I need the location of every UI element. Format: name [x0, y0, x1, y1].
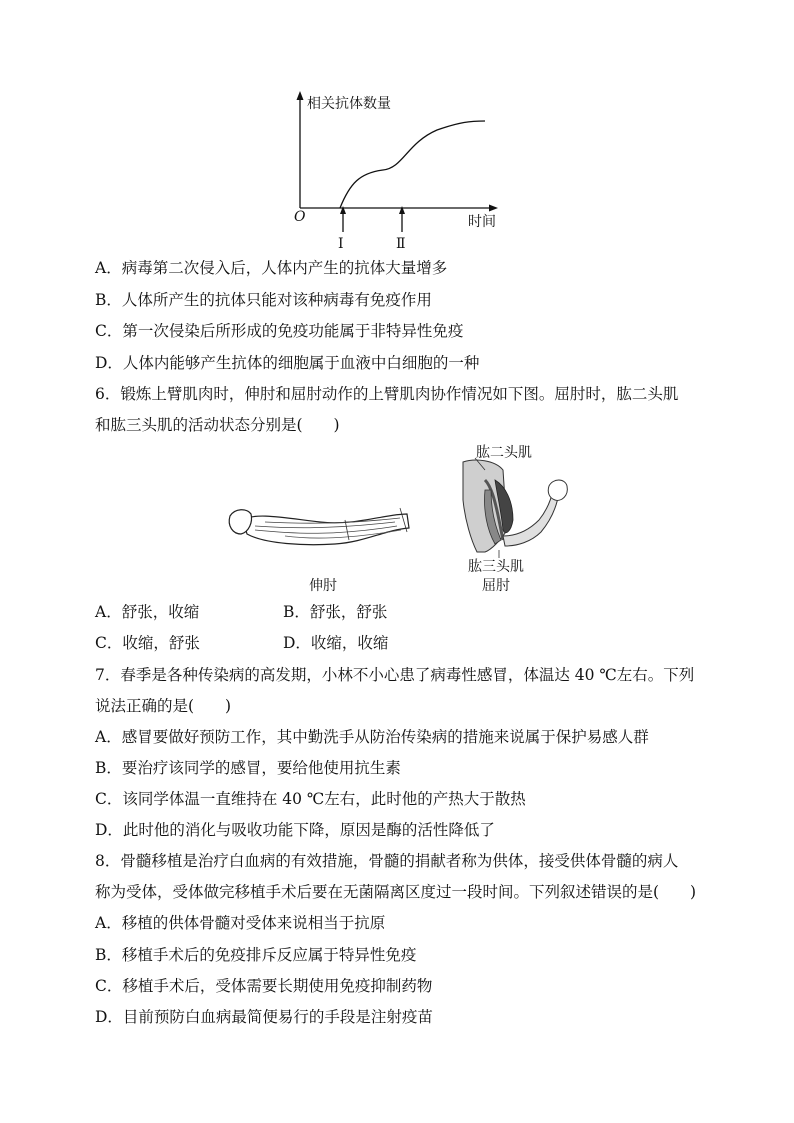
x-axis-label: 时间	[468, 214, 496, 230]
q6-option-b: B．舒张，舒张	[283, 603, 388, 621]
arm-flexion-caption: 屈肘	[482, 578, 510, 594]
antibody-curve	[340, 121, 485, 208]
origin-label: O	[294, 209, 306, 225]
q7-stem-line1: 7．春季是各种传染病的高发期，小林不小心患了病毒性感冒，体温达 40 ℃左右。下列	[95, 666, 695, 684]
q8-stem-line1: 8．骨髓移植是治疗白血病的有效措施，骨髓的捐献者称为供体，接受供体骨髓的病人	[95, 852, 679, 870]
triceps-label: 肱三头肌	[468, 559, 524, 575]
q6-stem-line2: 和肱三头肌的活动状态分别是( )	[95, 416, 340, 434]
biceps-label: 肱二头肌	[476, 445, 532, 461]
marker-1-label: Ⅰ	[338, 236, 344, 252]
x-axis-arrow	[489, 205, 498, 212]
q8-stem-line2: 称为受体，受体做完移植手术后要在无菌隔离区度过一段时间。下列叙述错误的是( )	[95, 883, 697, 901]
q6-option-c: C．收缩，舒张	[95, 634, 200, 652]
forearm-outline	[243, 514, 409, 545]
arm-extension-figure	[225, 500, 415, 600]
q7-option-c: C．该同学体温一直维持在 40 ℃左右，此时他的产热大于散热	[95, 790, 526, 808]
antibody-graph	[285, 88, 510, 258]
arm-extension-caption: 伸肘	[309, 578, 337, 594]
q7-option-d: D．此时他的消化与吸收功能下降，原因是酶的活性降低了	[95, 821, 495, 839]
q5-option-a: A．病毒第二次侵入后，人体内产生的抗体大量增多	[95, 259, 448, 277]
q7-option-a: A．感冒要做好预防工作，其中勤洗手从防治传染病的措施来说属于保护易感人群	[95, 728, 649, 746]
q7-option-b: B．要治疗该同学的感冒，要给他使用抗生素	[95, 759, 401, 777]
fist	[548, 480, 567, 500]
q5-option-c: C．第一次侵染后所形成的免疫功能属于非特异性免疫	[95, 322, 464, 340]
q5-option-b: B．人体所产生的抗体只能对该种病毒有免疫作用	[95, 291, 432, 309]
q8-option-d: D．目前预防白血病最简便易行的手段是注射疫苗	[95, 1008, 433, 1026]
q7-stem-line2: 说法正确的是( )	[95, 697, 232, 715]
q8-option-b: B．移植手术后的免疫排斥反应属于特异性免疫	[95, 946, 417, 964]
marker-2-label: Ⅱ	[396, 236, 406, 252]
y-axis-arrow	[297, 91, 304, 100]
y-axis-label: 相关抗体数量	[307, 96, 391, 112]
q8-option-c: C．移植手术后，受体需要长期使用免疫抑制药物	[95, 977, 433, 995]
q6-option-d: D．收缩，收缩	[283, 634, 389, 652]
q6-stem-line1: 6．锻炼上臂肌肉时，伸肘和屈肘动作的上臂肌肉协作情况如下图。屈肘时，肱二头肌	[95, 385, 679, 403]
arrow-marker-2-head	[399, 206, 405, 214]
arm-flexion-figure	[455, 440, 585, 598]
q8-option-a: A．移植的供体骨髓对受体来说相当于抗原	[95, 914, 386, 932]
q6-option-a: A．舒张，收缩	[95, 603, 200, 621]
q5-option-d: D．人体内能够产生抗体的细胞属于血液中白细胞的一种	[95, 354, 480, 372]
